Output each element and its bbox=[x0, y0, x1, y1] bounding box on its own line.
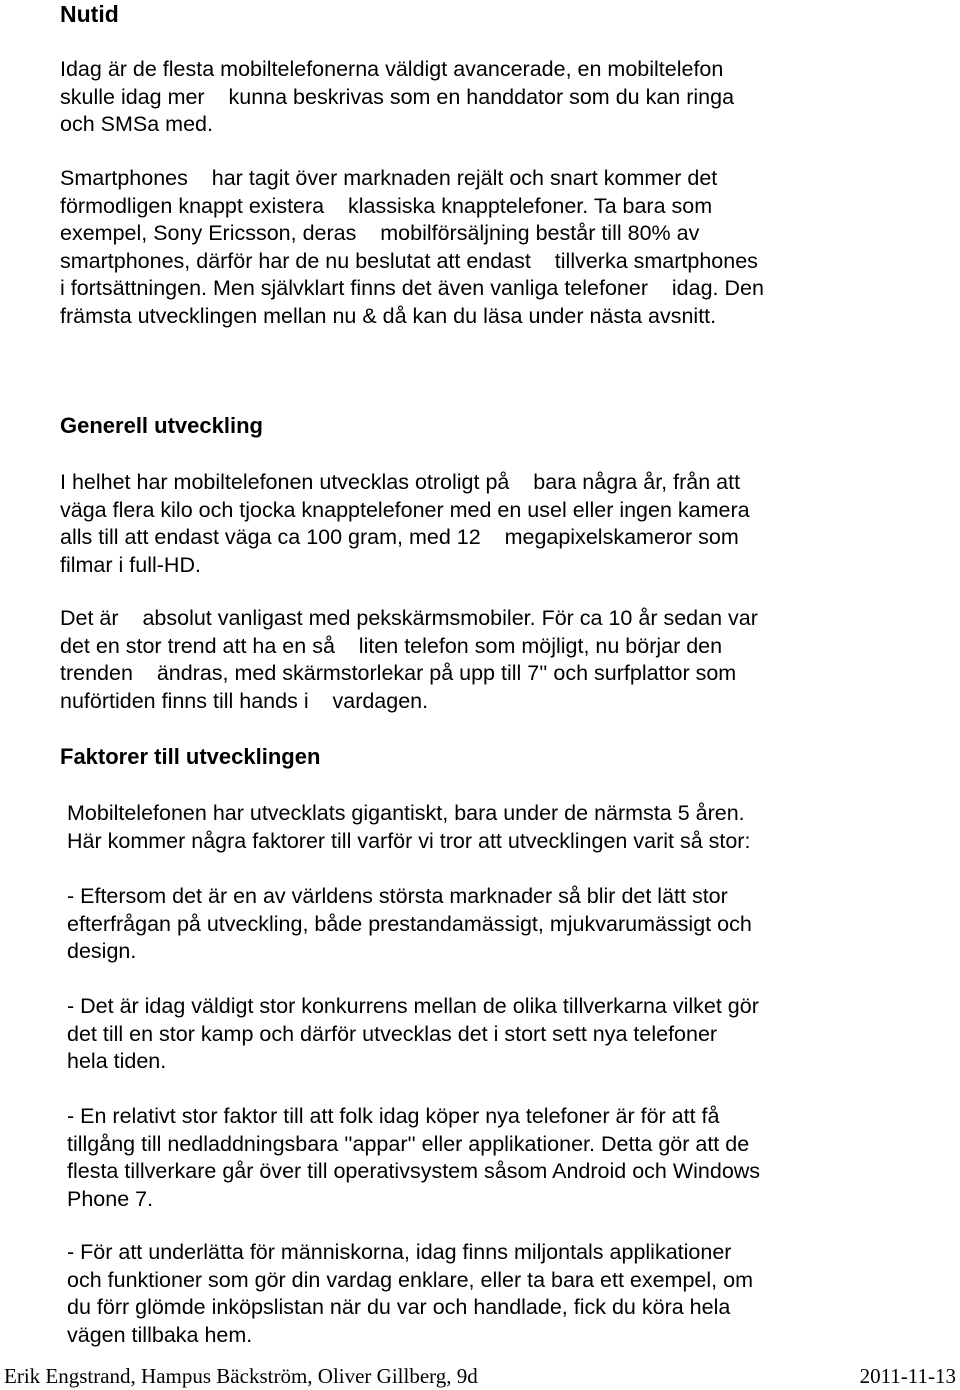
text-line: du förr glömde inköpslistan när du var och handlade, fick du köra hela bbox=[67, 1295, 731, 1319]
heading-generell-utveckling: Generell utveckling bbox=[60, 413, 263, 438]
text-line: nuförtiden finns till hands i vardagen. bbox=[60, 688, 429, 713]
text-line: vägen tillbaka hem. bbox=[67, 1322, 253, 1347]
text-line: - För att underlätta för människorna, idag finns miljontals applikationer bbox=[67, 1240, 732, 1264]
text-line: alls till att endast väga ca 100 gram, med 12 megapixelskameror som bbox=[60, 525, 739, 549]
footer-authors: Erik Engstrand, Hampus Bäckström, Oliver Gillberg, 9d bbox=[4, 1364, 478, 1388]
page-footer bbox=[0, 1362, 960, 1390]
text-line: efterfrågan på utveckling, både prestandamässigt, mjukvarumässigt och bbox=[67, 911, 752, 936]
text-line: förmodligen knappt existera klassiska knapptelefoner. Ta bara som bbox=[60, 193, 713, 218]
text-line: - Eftersom det är en av världens största marknader så blir det lätt stor bbox=[67, 884, 728, 908]
text-line: hela tiden. bbox=[67, 1049, 167, 1073]
list-item-faktor-4 bbox=[67, 1239, 753, 1349]
footer-date: 2011-11-13 bbox=[859, 1364, 956, 1388]
text-line: väga flera kilo och tjocka knapptelefoner med en usel eller ingen kamera bbox=[60, 497, 750, 522]
paragraph-generell-2 bbox=[60, 605, 758, 715]
heading-nutid: Nutid bbox=[60, 1, 119, 27]
heading-faktorer: Faktorer till utvecklingen bbox=[60, 744, 321, 769]
text-line: exempel, Sony Ericsson, deras mobilförsäljning består till 80% av bbox=[60, 221, 700, 245]
text-line: och funktioner som gör din vardag enklare, eller ta bara ett exempel, om bbox=[67, 1267, 753, 1292]
text-line: det en stor trend att ha en så liten telefon som möjligt, nu börjar den bbox=[60, 633, 723, 658]
text-line: smartphones, därför har de nu beslutat att endast tillverka smartphones bbox=[60, 248, 758, 273]
list-item-faktor-3 bbox=[67, 1103, 760, 1213]
text-line: design. bbox=[67, 939, 137, 963]
text-line: trenden ändras, med skärmstorlekar på upp till 7'' och surfplattor som bbox=[60, 661, 737, 685]
paragraph-generell-1 bbox=[60, 469, 750, 579]
text-line: Det är absolut vanligast med pekskärmsmobiler. För ca 10 år sedan var bbox=[60, 606, 758, 630]
text-line: - En relativt stor faktor till att folk idag köper nya telefoner är för att få bbox=[67, 1104, 720, 1128]
text-line: och SMSa med. bbox=[60, 112, 213, 136]
text-line: flesta tillverkare går över till operativsystem såsom Android och Windows bbox=[67, 1159, 761, 1183]
paragraph-nutid-2 bbox=[60, 165, 764, 330]
text-line: Phone 7. bbox=[67, 1186, 154, 1211]
text-line: i fortsättningen. Men självklart finns det även vanliga telefoner idag. Den bbox=[60, 276, 764, 300]
paragraph-faktorer-intro bbox=[67, 800, 750, 855]
text-line: Idag är de flesta mobiltelefonerna väldigt avancerade, en mobiltelefon bbox=[60, 57, 724, 81]
text-line: I helhet har mobiltelefonen utvecklas otroligt på bara några år, från att bbox=[60, 470, 741, 494]
text-line: tillgång till nedladdningsbara ''appar'' eller applikationer. Detta gör att de bbox=[67, 1131, 750, 1156]
text-line: Smartphones har tagit över marknaden rejält och snart kommer det bbox=[60, 166, 718, 190]
list-item-faktor-2 bbox=[67, 993, 759, 1076]
text-line: främsta utvecklingen mellan nu & då kan du läsa under nästa avsnitt. bbox=[60, 303, 717, 328]
text-line: Här kommer några faktorer till varför vi tror att utvecklingen varit så stor: bbox=[67, 828, 751, 853]
text-line: filmar i full-HD. bbox=[60, 552, 201, 577]
text-line: Mobiltelefonen har utvecklats gigantiskt, bara under de närmsta 5 åren. bbox=[67, 801, 745, 825]
list-item-faktor-1 bbox=[67, 883, 752, 966]
text-line: skulle idag mer kunna beskrivas som en handdator som du kan ringa bbox=[60, 84, 735, 109]
paragraph-nutid-1 bbox=[60, 56, 734, 139]
text-line: - Det är idag väldigt stor konkurrens mellan de olika tillverkarna vilket gör bbox=[67, 994, 759, 1018]
text-line: det till en stor kamp och därför utvecklas det i stort sett nya telefoner bbox=[67, 1021, 718, 1046]
